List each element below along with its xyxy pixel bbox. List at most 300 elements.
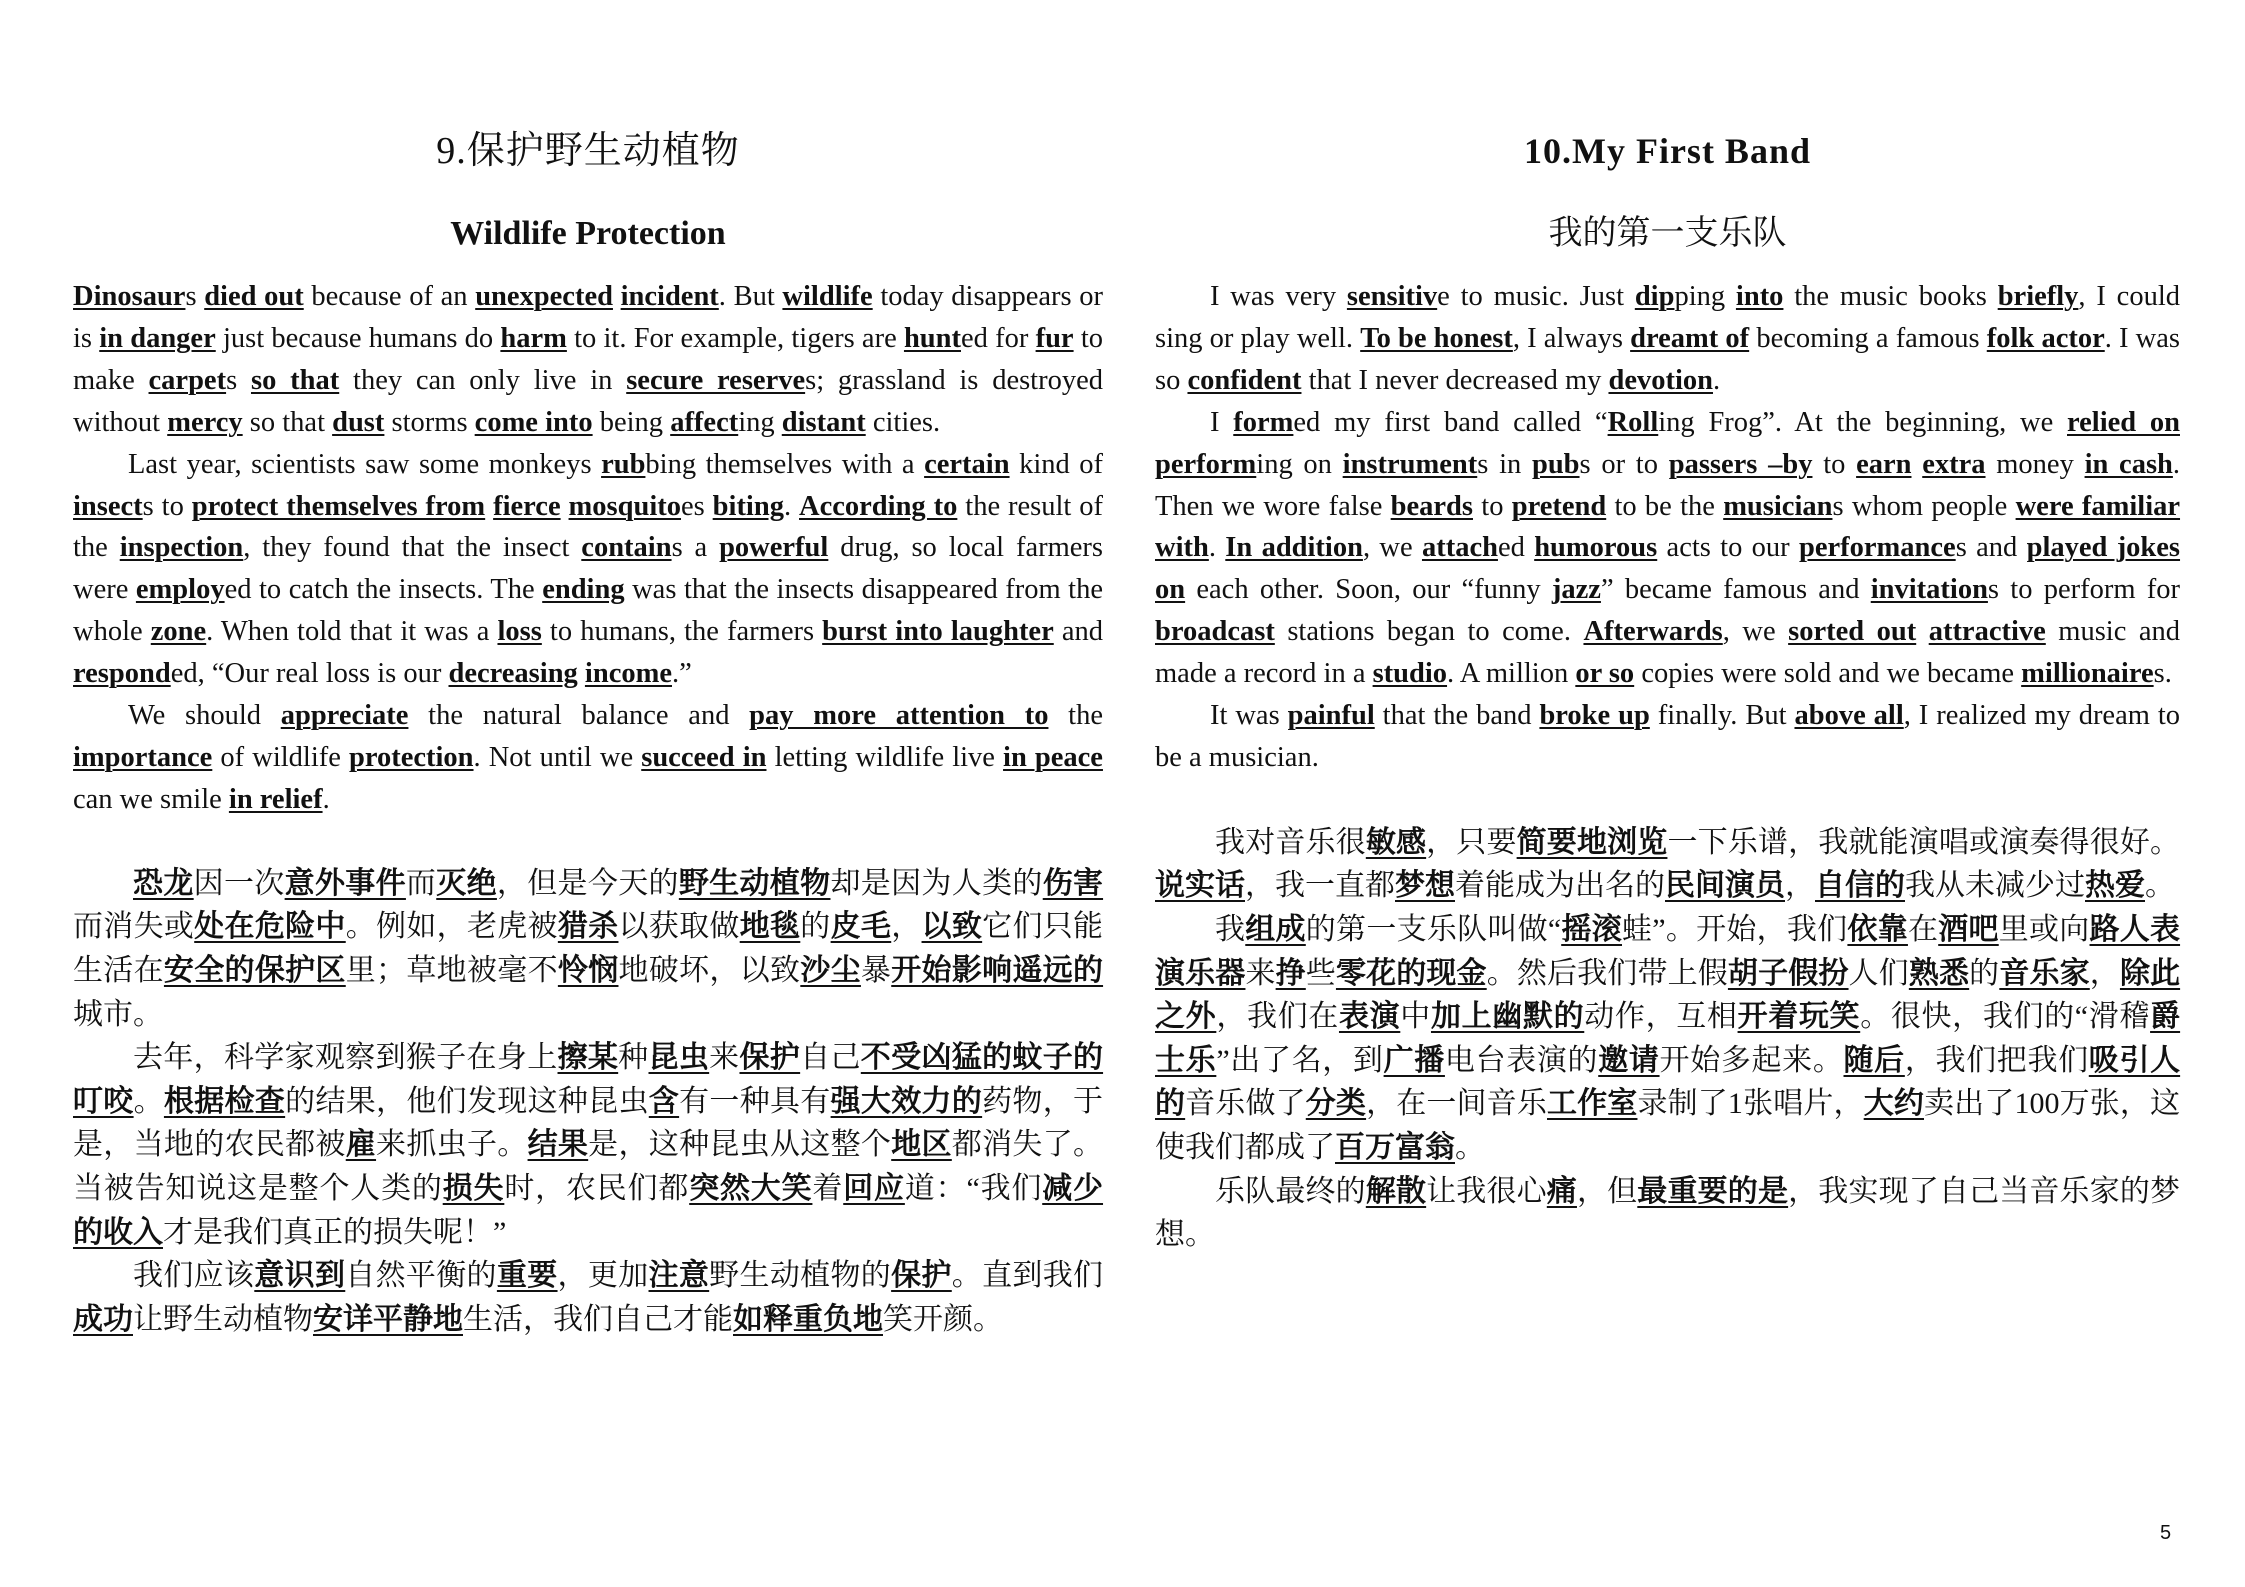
- vocab-term: sensitiv: [1346, 281, 1438, 312]
- vocab-term: 邀请: [1598, 1043, 1660, 1077]
- text-run: copies were sold and we became: [1634, 658, 2022, 690]
- text-run: [561, 491, 569, 522]
- text-run: the music books: [1783, 281, 1998, 312]
- vocab-term: sorted out: [1788, 616, 1917, 648]
- text-run: 乐队最终的: [1215, 1174, 1366, 1208]
- vocab-term: 保护: [891, 1259, 952, 1293]
- text-run: to humans, the farmers: [541, 616, 823, 648]
- text-run: 中: [1400, 1000, 1431, 1034]
- text-run: ed for: [961, 322, 1036, 354]
- text-run: ed my first band called “: [1293, 406, 1608, 438]
- lesson-title-english: Wildlife Protection: [450, 215, 726, 252]
- vocab-term: 摇滚: [1561, 913, 1622, 947]
- text-run: drug, so local farmers were: [73, 532, 1103, 606]
- vocab-term: importance: [73, 741, 213, 773]
- vocab-term: 简要地浏览: [1516, 825, 1668, 859]
- text-run: acts to our: [1657, 532, 1799, 564]
- text-run: 动作，互相: [1584, 1000, 1738, 1034]
- paragraph: [73, 444, 1103, 695]
- text-run: 而消失或: [73, 910, 195, 944]
- text-run: just because humans do: [215, 322, 501, 354]
- text-run: 人们: [1848, 956, 1909, 990]
- vocab-term: 痛: [1546, 1174, 1577, 1208]
- paragraph: [1155, 908, 2180, 1170]
- text-run: ，: [891, 910, 922, 944]
- text-run: 生活，我们自己才能: [463, 1302, 733, 1336]
- text-run: 我对音乐很: [1215, 825, 1366, 859]
- vocab-term: broke up: [1539, 700, 1650, 732]
- text-run: today disappears or is: [73, 281, 1103, 354]
- right-column: [1155, 110, 2180, 1257]
- text-run: .: [783, 490, 800, 522]
- text-run: We should: [128, 700, 281, 732]
- text-run: kind of: [1009, 448, 1103, 480]
- vocab-term: 开着玩笑: [1737, 1000, 1861, 1034]
- vocab-term: 雇: [345, 1128, 377, 1162]
- vocab-term: protection: [348, 741, 474, 773]
- text-run: ，我实现了自己当音乐家的梦想。: [1155, 1174, 2181, 1252]
- vocab-term: inspection: [119, 532, 244, 564]
- text-run: to make: [73, 322, 1103, 396]
- paragraph: [1155, 695, 2180, 779]
- text-run: ，: [2089, 956, 2120, 990]
- vocab-term: respond: [73, 658, 171, 690]
- vocab-term: performance: [1799, 532, 1956, 564]
- vocab-term: 加上幽默的: [1430, 1000, 1585, 1034]
- vocab-term: into: [1735, 281, 1784, 312]
- text-run: . I was so: [1155, 322, 2181, 396]
- vocab-term: in cash: [2084, 448, 2173, 480]
- text-run: of wildlife: [212, 741, 349, 773]
- vocab-term: played jokes on: [1155, 532, 2181, 606]
- vocab-term: 梦想: [1395, 869, 1455, 903]
- paragraph: [1155, 821, 2180, 908]
- text-run: 自己: [800, 1041, 861, 1075]
- vocab-term: 猎杀: [557, 910, 619, 944]
- text-run: ，只要: [1426, 825, 1517, 859]
- text-run: so that: [242, 406, 333, 438]
- text-run: they can only live in: [339, 364, 627, 396]
- vocab-term: 热爱: [2085, 869, 2145, 903]
- text-run: 音乐做了: [1185, 1087, 1306, 1121]
- vocab-term: form: [1233, 406, 1294, 438]
- text-run: s or to: [1579, 448, 1669, 480]
- vocab-term: 沙尘: [800, 953, 861, 987]
- text-run: ed: [1497, 532, 1535, 564]
- text-run: 我从未减少过: [1905, 869, 2085, 903]
- vocab-term: briefly: [1997, 281, 2079, 312]
- text-run: bing themselves with a: [645, 448, 925, 480]
- text-run: .: [322, 783, 330, 815]
- text-run: that I never decreased my: [1301, 364, 1609, 396]
- vocab-term: passers –by: [1668, 448, 1813, 480]
- vocab-term: distant: [781, 406, 866, 438]
- text-run: ，我们在: [1216, 1000, 1339, 1034]
- vocab-term: 野生动植物: [678, 866, 831, 900]
- text-run: I: [1210, 406, 1234, 438]
- vocab-term: 根据检查: [163, 1084, 286, 1118]
- vocab-term: loss: [497, 616, 542, 648]
- text-run: s; grassland is destroyed without: [73, 364, 1103, 438]
- vocab-term: attractive: [1928, 616, 2046, 648]
- text-run: 却是因为人类的: [830, 866, 1043, 900]
- text-run: 。: [133, 1084, 164, 1118]
- vocab-term: 胡子假扮: [1727, 956, 1849, 990]
- vocab-term: fierce: [493, 490, 561, 522]
- text-run: ping: [1674, 281, 1736, 312]
- vocab-term: 保护: [739, 1041, 801, 1075]
- paragraph: [73, 276, 1103, 444]
- vocab-term: 昆虫: [648, 1041, 710, 1075]
- vocab-term: burst into laughter: [822, 616, 1054, 648]
- vocab-term: in danger: [99, 322, 216, 354]
- text-run: 野生动植物的: [709, 1259, 892, 1293]
- text-run: 的第一支乐队叫做“: [1305, 913, 1562, 947]
- text-run: ed, “Our real loss is our: [170, 658, 449, 690]
- paragraph: [1155, 1170, 2180, 1257]
- text-run: money: [1985, 448, 2085, 480]
- text-run: 。: [2145, 869, 2175, 903]
- text-run: to be the: [1606, 490, 1724, 522]
- text-run: ，: [1785, 869, 1815, 903]
- vocab-term: 如释重负地: [733, 1302, 883, 1336]
- text-run: 电台表演的: [1444, 1043, 1599, 1077]
- text-run: because of an: [303, 281, 476, 312]
- vocab-term: 损失: [442, 1171, 505, 1205]
- vocab-term: 减少的收入: [73, 1171, 1104, 1249]
- vocab-term: Dinosaur: [73, 281, 186, 312]
- text-run: 地破坏，以致: [618, 953, 801, 987]
- vocab-term: 分类: [1305, 1087, 1367, 1121]
- text-run: 自然平衡的: [345, 1259, 497, 1293]
- text-run: s.: [2153, 658, 2172, 690]
- text-run: , I realized my dream to be a musician.: [1155, 700, 2180, 773]
- vocab-term: pretend: [1511, 490, 1607, 522]
- vocab-term: humorous: [1534, 532, 1658, 564]
- vocab-term: certain: [924, 448, 1010, 480]
- text-run: 才是我们真正的损失呢！”: [163, 1215, 507, 1249]
- text-run: e to music. Just: [1437, 281, 1635, 312]
- text-run: 的: [800, 910, 831, 944]
- vocab-term: pay more attention to: [749, 700, 1049, 732]
- text-run: ing Frog”. At the beginning, we: [1658, 406, 2067, 438]
- vocab-term: dip: [1634, 281, 1675, 312]
- text-run: .: [1713, 364, 1721, 396]
- vocab-term: 挣: [1275, 956, 1306, 990]
- text-run: storms: [384, 406, 475, 438]
- paragraph: [73, 1036, 1103, 1254]
- vocab-term: 地区: [891, 1128, 952, 1162]
- vocab-term: dust: [332, 406, 385, 438]
- text-run: 因一次: [193, 866, 285, 900]
- vocab-term: broadcast: [1155, 616, 1275, 648]
- text-run: 药物，于是，当地的农民都被: [73, 1084, 1104, 1162]
- vocab-term: To be honest: [1360, 322, 1513, 354]
- vocab-term: 处在危险中: [194, 910, 346, 944]
- vocab-term: fur: [1035, 322, 1074, 354]
- vocab-term: zone: [150, 616, 207, 648]
- text-run: the: [1048, 700, 1103, 732]
- vocab-term: According to: [799, 490, 958, 522]
- text-run: s: [226, 364, 251, 396]
- vocab-term: ending: [542, 574, 625, 606]
- vocab-term: contain: [581, 532, 672, 564]
- text-run: 。直到我们: [951, 1259, 1104, 1293]
- text-run: 去年，科学家观察到猴子在身上: [133, 1041, 558, 1075]
- vocab-term: 擦某: [557, 1041, 619, 1075]
- text-run: 让我很心: [1426, 1174, 1547, 1208]
- vocab-term: 怜悯: [557, 953, 619, 987]
- vocab-term: 重要: [496, 1259, 558, 1293]
- vocab-term: protect themselves from: [191, 490, 486, 522]
- text-run: each other. Soon, our “funny: [1185, 574, 1552, 606]
- paragraph: [73, 1254, 1103, 1341]
- text-run: 里；草地被毫不: [345, 953, 558, 987]
- vocab-term: powerful: [719, 532, 829, 564]
- vocab-term: 突然大笑: [689, 1171, 813, 1205]
- vocab-term: above all: [1794, 700, 1904, 732]
- text-run: the result of the: [73, 490, 1104, 564]
- vocab-term: studio: [1372, 658, 1448, 690]
- vocab-term: 解散: [1365, 1174, 1427, 1208]
- vocab-term: 意外事件: [284, 866, 406, 900]
- vocab-term: extra: [1922, 448, 1986, 480]
- text-run: , I always: [1512, 322, 1631, 354]
- paragraph: [1155, 402, 2180, 695]
- vocab-term: 开始影响遥远的: [891, 953, 1104, 987]
- text-run: 在: [1907, 913, 1939, 947]
- vocab-term: 不受凶猛的蚊子的叮咬: [73, 1041, 1104, 1118]
- text-run: ” became famous and: [1600, 574, 1871, 606]
- text-run: Last year, scientists saw some monkeys: [128, 448, 602, 480]
- vocab-term: mercy: [167, 406, 243, 438]
- text-run: 来: [1245, 956, 1276, 990]
- vocab-term: 自信的: [1815, 869, 1905, 903]
- text-run: 来: [709, 1041, 740, 1075]
- vocab-term: come into: [474, 406, 593, 438]
- text-run: 里或向: [1998, 913, 2090, 947]
- vocab-term: 灭绝: [436, 866, 497, 900]
- vocab-term: 敏感: [1365, 825, 1427, 859]
- vocab-term: affect: [670, 406, 739, 438]
- vocab-term: 音乐家: [1999, 956, 2090, 990]
- text-run: 暴: [860, 953, 892, 987]
- text-run: s whom people: [1832, 490, 2016, 522]
- vocab-term: instrument: [1342, 448, 1478, 480]
- text-run: 的: [1969, 956, 2000, 990]
- text-run: 。很快，我们的“滑稽: [1860, 1000, 2151, 1034]
- text-run: [578, 658, 585, 689]
- vocab-term: In addition: [1225, 532, 1363, 564]
- text-run: 时，农民们都: [504, 1171, 690, 1205]
- text-run: finally. But: [1649, 700, 1795, 732]
- vocab-term: 熟悉: [1908, 956, 1970, 990]
- vocab-term: 注意: [648, 1259, 710, 1293]
- vocab-term: devotion: [1608, 364, 1713, 396]
- text-run: ，但: [1576, 1174, 1638, 1208]
- chinese-translation: [1155, 821, 2180, 1257]
- vocab-term: Roll: [1607, 406, 1659, 438]
- text-run: [1912, 449, 1923, 480]
- text-run: . When told that it was a: [206, 616, 498, 648]
- text-run: 的结果，他们发现这种昆虫: [285, 1084, 649, 1118]
- text-run: ，更加: [557, 1259, 649, 1293]
- text-run: . But: [718, 281, 783, 312]
- vocab-term: wildlife: [782, 281, 873, 312]
- vocab-term: 依靠: [1847, 913, 1908, 947]
- text-run: was that the insects disappeared from the whole: [73, 574, 1103, 648]
- vocab-term: 最重要的是: [1637, 1174, 1789, 1208]
- text-run: can we smile: [73, 783, 229, 815]
- text-run: , we: [1362, 532, 1422, 564]
- vocab-term: pub: [1531, 448, 1580, 480]
- text-run: s to: [142, 490, 192, 522]
- text-run: ”出了名，到: [1216, 1043, 1384, 1077]
- paragraph: [73, 862, 1103, 1036]
- text-run: ing: [738, 406, 782, 438]
- text-run: [485, 491, 493, 522]
- vocab-term: 回应: [843, 1171, 905, 1205]
- text-run: to: [1812, 448, 1857, 480]
- vocab-term: were familiar with: [1155, 490, 2181, 564]
- text-run: 录制了1张唱片，: [1637, 1087, 1864, 1121]
- text-run: [613, 281, 621, 312]
- vocab-term: so that: [250, 364, 340, 396]
- vocab-term: 皮毛: [830, 910, 892, 944]
- text-run: 让野生动植物: [133, 1302, 313, 1336]
- text-run: 我: [1215, 913, 1246, 947]
- vocab-term: 含: [648, 1084, 680, 1118]
- text-run: 一下乐谱，我就能演唱或演奏得很好。: [1667, 825, 2181, 859]
- text-run: 我们应该: [133, 1259, 255, 1293]
- vocab-term: 工作室: [1547, 1087, 1638, 1121]
- text-run: . A million: [1447, 658, 1576, 690]
- text-run: 蛙”。开始，我们: [1622, 913, 1848, 947]
- vocab-term: earn: [1856, 448, 1912, 480]
- text-run: s: [185, 281, 205, 312]
- vocab-term: Afterwards: [1583, 616, 1723, 648]
- english-text: [1155, 276, 2180, 779]
- vocab-term: beards: [1390, 490, 1473, 522]
- vocab-term: rub: [601, 448, 646, 480]
- vocab-term: died out: [204, 281, 304, 312]
- text-run: to it. For example, tigers are: [566, 322, 904, 354]
- vocab-term: 民间演员: [1665, 869, 1785, 903]
- vocab-term: 安全的保护区: [163, 953, 346, 987]
- text-run: ed to catch the insects. The: [224, 574, 543, 606]
- text-run: becoming a famous: [1749, 322, 1987, 354]
- paragraph: [73, 695, 1103, 821]
- lesson-title-english: 10.My First Band: [1523, 131, 1811, 171]
- text-run: 。例如，老虎被: [345, 910, 558, 944]
- vocab-term: 恐龙: [133, 866, 194, 900]
- vocab-term: 意识到: [254, 1259, 346, 1293]
- vocab-term: carpet: [148, 364, 227, 396]
- vocab-term: millionaire: [2021, 658, 2154, 690]
- vocab-term: in peace: [1003, 741, 1103, 773]
- text-run: ，但是今天的: [496, 866, 679, 900]
- text-run: 卖出了100万张，这使我们都成了: [1155, 1087, 2181, 1165]
- text-run: 着: [812, 1171, 844, 1205]
- vocab-term: 成功: [73, 1302, 133, 1336]
- vocab-term: jazz: [1551, 574, 1601, 606]
- text-run: that the band: [1374, 700, 1540, 732]
- text-run: 城市。: [73, 997, 163, 1031]
- vocab-term: employ: [135, 574, 225, 606]
- vocab-term: 以致: [921, 910, 983, 944]
- vocab-term: insect: [73, 490, 143, 522]
- vocab-term: musician: [1723, 490, 1833, 522]
- vocab-term: biting: [712, 490, 784, 522]
- vocab-term: 地毯: [739, 910, 801, 944]
- text-run: , they found that the insect: [243, 532, 582, 564]
- text-run: I was very: [1210, 281, 1347, 312]
- vocab-term: income: [584, 658, 672, 690]
- vocab-term: invitation: [1870, 574, 1988, 606]
- text-run: and: [1053, 616, 1104, 648]
- text-run: 以获取做: [618, 910, 740, 944]
- vocab-term: 酒吧: [1938, 913, 1999, 947]
- vocab-term: hunt: [903, 322, 961, 354]
- vocab-term: or so: [1575, 658, 1635, 690]
- vocab-term: 强大效力的: [830, 1084, 983, 1118]
- text-run: 开始多起来。: [1659, 1043, 1844, 1077]
- vocab-term: mosquito: [568, 490, 681, 522]
- text-run: [1916, 616, 1929, 647]
- chinese-translation: [73, 862, 1103, 1342]
- vocab-term: unexpected: [475, 281, 613, 312]
- text-run: ，在一间音乐: [1366, 1087, 1547, 1121]
- text-run: .”: [671, 658, 692, 690]
- text-run: 。: [1455, 1131, 1485, 1165]
- vocab-term: 表演: [1338, 1000, 1401, 1034]
- text-run: s a: [671, 532, 720, 564]
- text-run: 来抓虫子。: [376, 1128, 528, 1162]
- vocab-term: 大约: [1863, 1087, 1924, 1121]
- text-run: . Then we wore false: [1155, 448, 2181, 522]
- text-run: letting wildlife live: [766, 741, 1004, 773]
- text-run: , I could sing or play well.: [1155, 281, 2180, 354]
- vocab-term: 组成: [1245, 913, 1306, 947]
- text-run: s in: [1477, 448, 1532, 480]
- vocab-term: 路人表演乐器: [1155, 913, 2181, 990]
- vocab-term: painful: [1287, 700, 1375, 732]
- vocab-term: 说实话: [1155, 869, 1245, 903]
- text-run: cities.: [865, 406, 941, 438]
- paragraph: [1155, 276, 2180, 402]
- vocab-term: in relief: [228, 783, 323, 815]
- vocab-term: harm: [500, 322, 567, 354]
- text-run: ，我一直都: [1245, 869, 1395, 903]
- text-run: It was: [1210, 700, 1288, 732]
- text-run: 而: [405, 866, 437, 900]
- text-run: 种: [618, 1041, 649, 1075]
- vocab-term: 广播: [1383, 1043, 1445, 1077]
- text-run: 有一种具有: [679, 1084, 831, 1118]
- text-run: stations began to come.: [1274, 616, 1584, 648]
- vocab-term: 随后: [1843, 1043, 1905, 1077]
- vocab-term: dreamt of: [1630, 322, 1750, 354]
- text-run: being: [592, 406, 671, 438]
- lesson-title-chinese: 我的第一支乐队: [1548, 215, 1787, 252]
- vocab-term: 吸引人的: [1155, 1043, 2181, 1121]
- left-column: [73, 110, 1103, 1341]
- vocab-term: succeed in: [641, 741, 767, 773]
- vocab-term: 百万富翁: [1335, 1131, 1455, 1165]
- vocab-term: relied on: [2067, 406, 2180, 438]
- vocab-term: 结果: [527, 1128, 589, 1162]
- text-run: 都消失了。当被告知说这是整个人类的: [73, 1128, 1104, 1205]
